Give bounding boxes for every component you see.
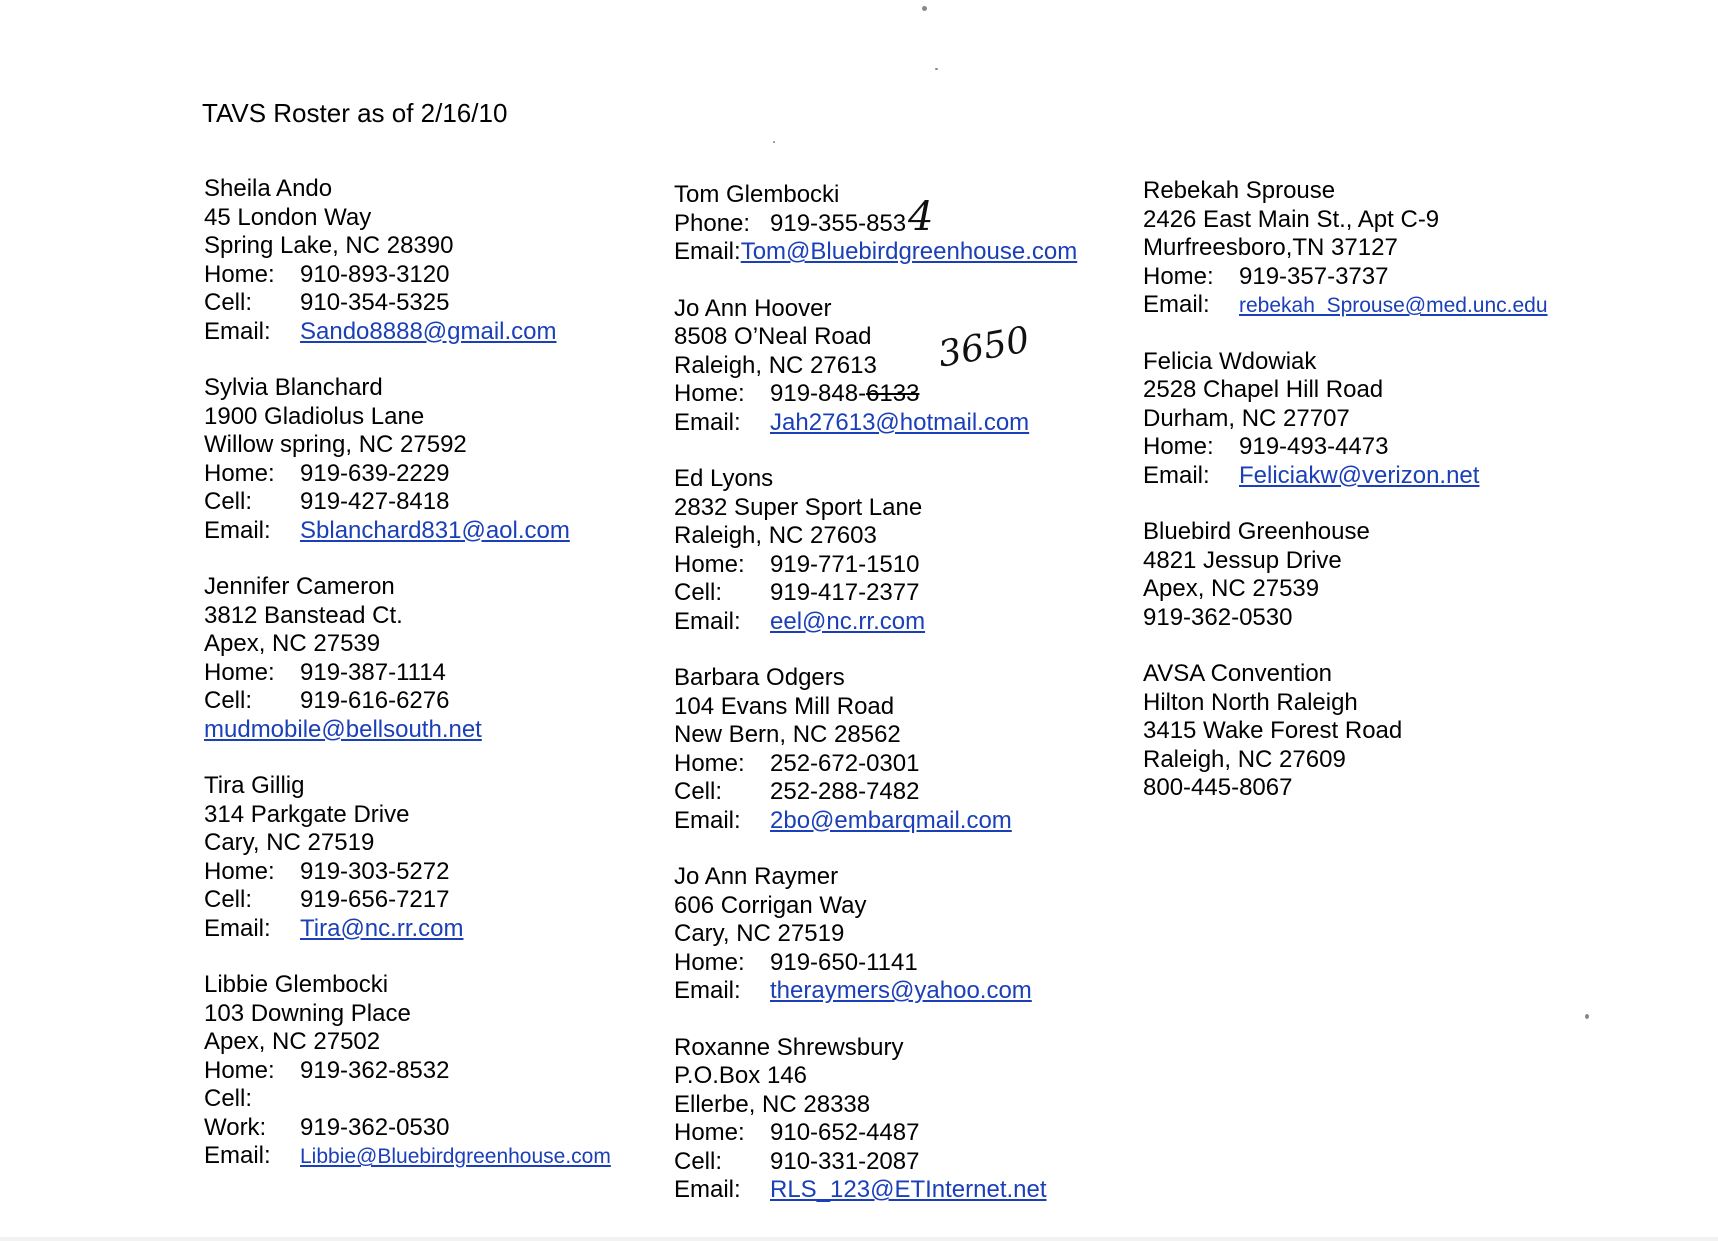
contact-field [204, 261, 611, 290]
field-label: Email: [674, 408, 741, 436]
address-line: 919-362-0530 [1143, 603, 1293, 631]
email-link[interactable]: 2bo@embarqmail.com [770, 806, 1012, 834]
address-line: Durham, NC 27707 [1143, 404, 1350, 432]
field-label: Email: [674, 607, 741, 635]
address-line: 3415 Wake Forest Road [1143, 717, 1403, 744]
address-line: Raleigh, NC 27603 [674, 522, 877, 549]
contact-field [1143, 462, 1548, 491]
address-line: 8508 O’Neal Road [674, 323, 872, 350]
contact-field [204, 886, 611, 915]
handwritten-digit: 4 [908, 194, 934, 240]
contact-field [674, 380, 1077, 409]
contact-name: Roxanne Shrewsbury [674, 1033, 904, 1061]
field-label: Home: [674, 380, 745, 407]
address-line: 4821 Jessup Drive [1143, 546, 1342, 574]
contact-libbie-glembocki [204, 971, 611, 1171]
address-line: 800-445-8067 [1143, 774, 1293, 801]
contact-ed-lyons [674, 465, 1077, 636]
contact-field [204, 1142, 611, 1171]
field-label: Email: [204, 516, 271, 544]
contact-sylvia-blanchard [204, 374, 611, 545]
handwritten-number: 3650 [935, 319, 1033, 376]
field-label: Home: [674, 1119, 745, 1146]
contact-field [204, 488, 611, 517]
page-title: TAVS Roster as of 2/16/10 [202, 98, 508, 128]
field-label: Email: [204, 1142, 271, 1169]
contact-field [204, 687, 611, 716]
field-label: Email: [674, 977, 741, 1004]
contact-field [1143, 263, 1548, 292]
scan-edge [0, 1237, 1718, 1241]
field-label: Email: [1143, 461, 1210, 489]
contact-name: Sylvia Blanchard [204, 374, 383, 401]
address-line: 45 London Way [204, 203, 372, 231]
contact-name: AVSA Convention [1143, 660, 1333, 687]
contact-name: Jo Ann Raymer [674, 863, 839, 890]
contact-field [204, 318, 611, 347]
contact-bluebird-greenhouse [1143, 518, 1548, 632]
contact-tira-gillig [204, 772, 611, 943]
phone-number: 910-652-4487 [770, 1119, 920, 1146]
contact-field [674, 977, 1077, 1006]
contact-name: Sheila Ando [204, 175, 333, 202]
phone-number: 919-357-3737 [1239, 262, 1389, 290]
scan-speck [773, 141, 775, 143]
field-label: Home: [674, 550, 745, 578]
field-label: Home: [674, 749, 745, 777]
contact-field [674, 608, 1077, 637]
address-line: Apex, NC 27539 [1143, 575, 1320, 602]
email-link[interactable]: Feliciakw@verizon.net [1239, 461, 1480, 489]
phone-number: 252-288-7482 [770, 778, 920, 805]
address-line: Spring Lake, NC 28390 [204, 232, 454, 259]
scan-speck [935, 68, 938, 70]
phone-number: 919-848- [770, 380, 867, 407]
phone-number: 919-303-5272 [300, 857, 450, 885]
field-label: Work: [204, 1113, 267, 1141]
email-link[interactable]: Libbie@Bluebirdgreenhouse.com [300, 1145, 611, 1168]
contact-field [1143, 291, 1548, 320]
roster-column-1 [204, 175, 611, 1199]
contact-field [204, 659, 611, 688]
email-link[interactable]: Sando8888@gmail.com [300, 317, 557, 345]
contact-name: Jo Ann Hoover [674, 294, 832, 322]
address-line: Raleigh, NC 27613 [674, 351, 877, 379]
field-label: Cell: [204, 886, 253, 913]
contact-roxanne-shrewsbury [674, 1034, 1077, 1205]
email-link[interactable]: eel@nc.rr.com [770, 607, 926, 635]
field-label: Cell: [204, 1085, 253, 1112]
contact-field [204, 1057, 611, 1086]
contact-field [204, 716, 611, 745]
contact-field [204, 289, 611, 318]
contact-sheila-ando [204, 175, 611, 346]
phone-number: 919-616-6276 [300, 687, 450, 714]
contact-field [674, 949, 1077, 978]
phone-number: 919-656-7217 [300, 886, 450, 913]
field-label: Home: [204, 658, 275, 686]
field-label: Cell: [204, 687, 253, 714]
email-link[interactable]: RLS_123@ETInternet.net [770, 1176, 1047, 1203]
contact-jo-ann-raymer [674, 863, 1077, 1006]
email-link[interactable]: rebekah_Sprouse@med.unc.edu [1239, 294, 1548, 317]
scan-speck [1585, 1014, 1589, 1019]
field-label: Home: [674, 948, 745, 976]
field-label: Cell: [674, 579, 723, 606]
struck-digits: 6133 [866, 380, 920, 407]
address-line: 3812 Banstead Ct. [204, 601, 403, 629]
address-line: Apex, NC 27539 [204, 630, 381, 657]
contact-name: Bluebird Greenhouse [1143, 518, 1370, 545]
phone-number: 919-387-1114 [300, 658, 446, 686]
contact-field [204, 1114, 611, 1143]
email-link[interactable]: Tom@Bluebirdgreenhouse.com [740, 238, 1078, 265]
email-link[interactable]: mudmobile@bellsouth.net [204, 715, 482, 743]
field-label: Cell: [204, 289, 253, 316]
address-line: 104 Evans Mill Road [674, 692, 895, 720]
contact-field [204, 858, 611, 887]
field-label: Email: [674, 806, 741, 834]
phone-number: 919-493-4473 [1239, 433, 1389, 460]
phone-number: 919-355-853 [770, 209, 907, 237]
phone-number: 910-893-3120 [300, 260, 450, 288]
address-line: 606 Corrigan Way [674, 891, 867, 919]
contact-field [674, 807, 1077, 836]
contact-barbara-odgers [674, 664, 1077, 835]
contact-rebekah-sprouse [1143, 177, 1548, 320]
contact-jo-ann-hoover [674, 295, 1077, 438]
address-line: 2528 Chapel Hill Road [1143, 376, 1384, 403]
phone-number: 910-354-5325 [300, 289, 450, 316]
field-label: Home: [204, 459, 275, 487]
email-link[interactable]: theraymers@yahoo.com [770, 977, 1032, 1004]
contact-tom-glembocki [674, 181, 1077, 267]
contact-name: Tom Glembocki [674, 181, 840, 208]
contact-jennifer-cameron [204, 573, 611, 744]
field-label: Home: [204, 260, 275, 288]
address-line: Willow spring, NC 27592 [204, 431, 467, 458]
address-line: Hilton North Raleigh [1143, 688, 1358, 716]
contact-name: Felicia Wdowiak [1143, 347, 1317, 375]
address-line: Apex, NC 27502 [204, 1028, 381, 1055]
field-label: Email: [204, 914, 271, 942]
address-line: P.O.Box 146 [674, 1062, 807, 1089]
contact-field [674, 1176, 1077, 1205]
contact-field [674, 551, 1077, 580]
field-label: Email: [204, 317, 271, 345]
email-link[interactable]: Sblanchard831@aol.com [300, 516, 570, 544]
field-label: Cell: [204, 488, 253, 515]
contact-field [1143, 433, 1548, 462]
contact-field [204, 1085, 611, 1114]
address-line: Raleigh, NC 27609 [1143, 745, 1346, 773]
phone-number: 919-427-8418 [300, 488, 450, 515]
phone-number: 919-417-2377 [770, 579, 920, 606]
address-line: Ellerbe, NC 28338 [674, 1090, 871, 1118]
field-label: Cell: [674, 778, 723, 805]
field-label: Cell: [674, 1147, 723, 1175]
address-line: Cary, NC 27519 [674, 920, 845, 947]
contact-field [204, 517, 611, 546]
address-line: 314 Parkgate Drive [204, 800, 410, 828]
scan-speck [922, 6, 927, 11]
address-line: 103 Downing Place [204, 999, 411, 1027]
field-label: Home: [204, 857, 275, 885]
phone-number: 910-331-2087 [770, 1147, 920, 1175]
address-line: New Bern, NC 28562 [674, 721, 901, 748]
field-label: Phone: [674, 209, 751, 237]
phone-number: 919-362-8532 [300, 1056, 450, 1084]
email-link[interactable]: Tira@nc.rr.com [300, 914, 464, 942]
address-line: 2832 Super Sport Lane [674, 493, 923, 521]
roster-column-3 [1143, 177, 1548, 831]
email-link[interactable]: Jah27613@hotmail.com [770, 408, 1030, 436]
contact-field [674, 1119, 1077, 1148]
contact-felicia-wdowiak [1143, 348, 1548, 491]
phone-number: 919-771-1510 [770, 550, 920, 578]
field-label: Home: [204, 1056, 275, 1084]
contact-field [674, 1148, 1077, 1177]
contact-field [674, 210, 1077, 239]
phone-number: 919-362-0530 [300, 1113, 450, 1141]
contact-field [674, 778, 1077, 807]
phone-number: 919-650-1141 [770, 948, 918, 976]
phone-number: 919-639-2229 [300, 459, 450, 487]
contact-field [204, 915, 611, 944]
field-label: Email: [674, 238, 741, 265]
address-line: 1900 Gladiolus Lane [204, 402, 425, 430]
contact-name: Barbara Odgers [674, 664, 845, 691]
phone-number: 252-672-0301 [770, 749, 920, 777]
address-line: Cary, NC 27519 [204, 829, 375, 856]
contact-field [204, 460, 611, 489]
contact-name: Rebekah Sprouse [1143, 177, 1336, 204]
contact-name: Tira Gillig [204, 772, 305, 799]
address-line: 2426 East Main St., Apt C-9 [1143, 205, 1440, 233]
field-label: Home: [1143, 433, 1214, 460]
contact-name: Ed Lyons [674, 465, 774, 492]
contact-field [674, 409, 1077, 438]
contact-name: Libbie Glembocki [204, 971, 389, 998]
contact-field [674, 750, 1077, 779]
contact-field [674, 238, 1077, 267]
contact-avsa-convention [1143, 660, 1548, 803]
field-label: Email: [1143, 291, 1210, 318]
field-label: Email: [674, 1176, 741, 1203]
contact-field [674, 579, 1077, 608]
contact-name: Jennifer Cameron [204, 573, 395, 600]
field-label: Home: [1143, 262, 1214, 290]
address-line: Murfreesboro,TN 37127 [1143, 234, 1398, 261]
